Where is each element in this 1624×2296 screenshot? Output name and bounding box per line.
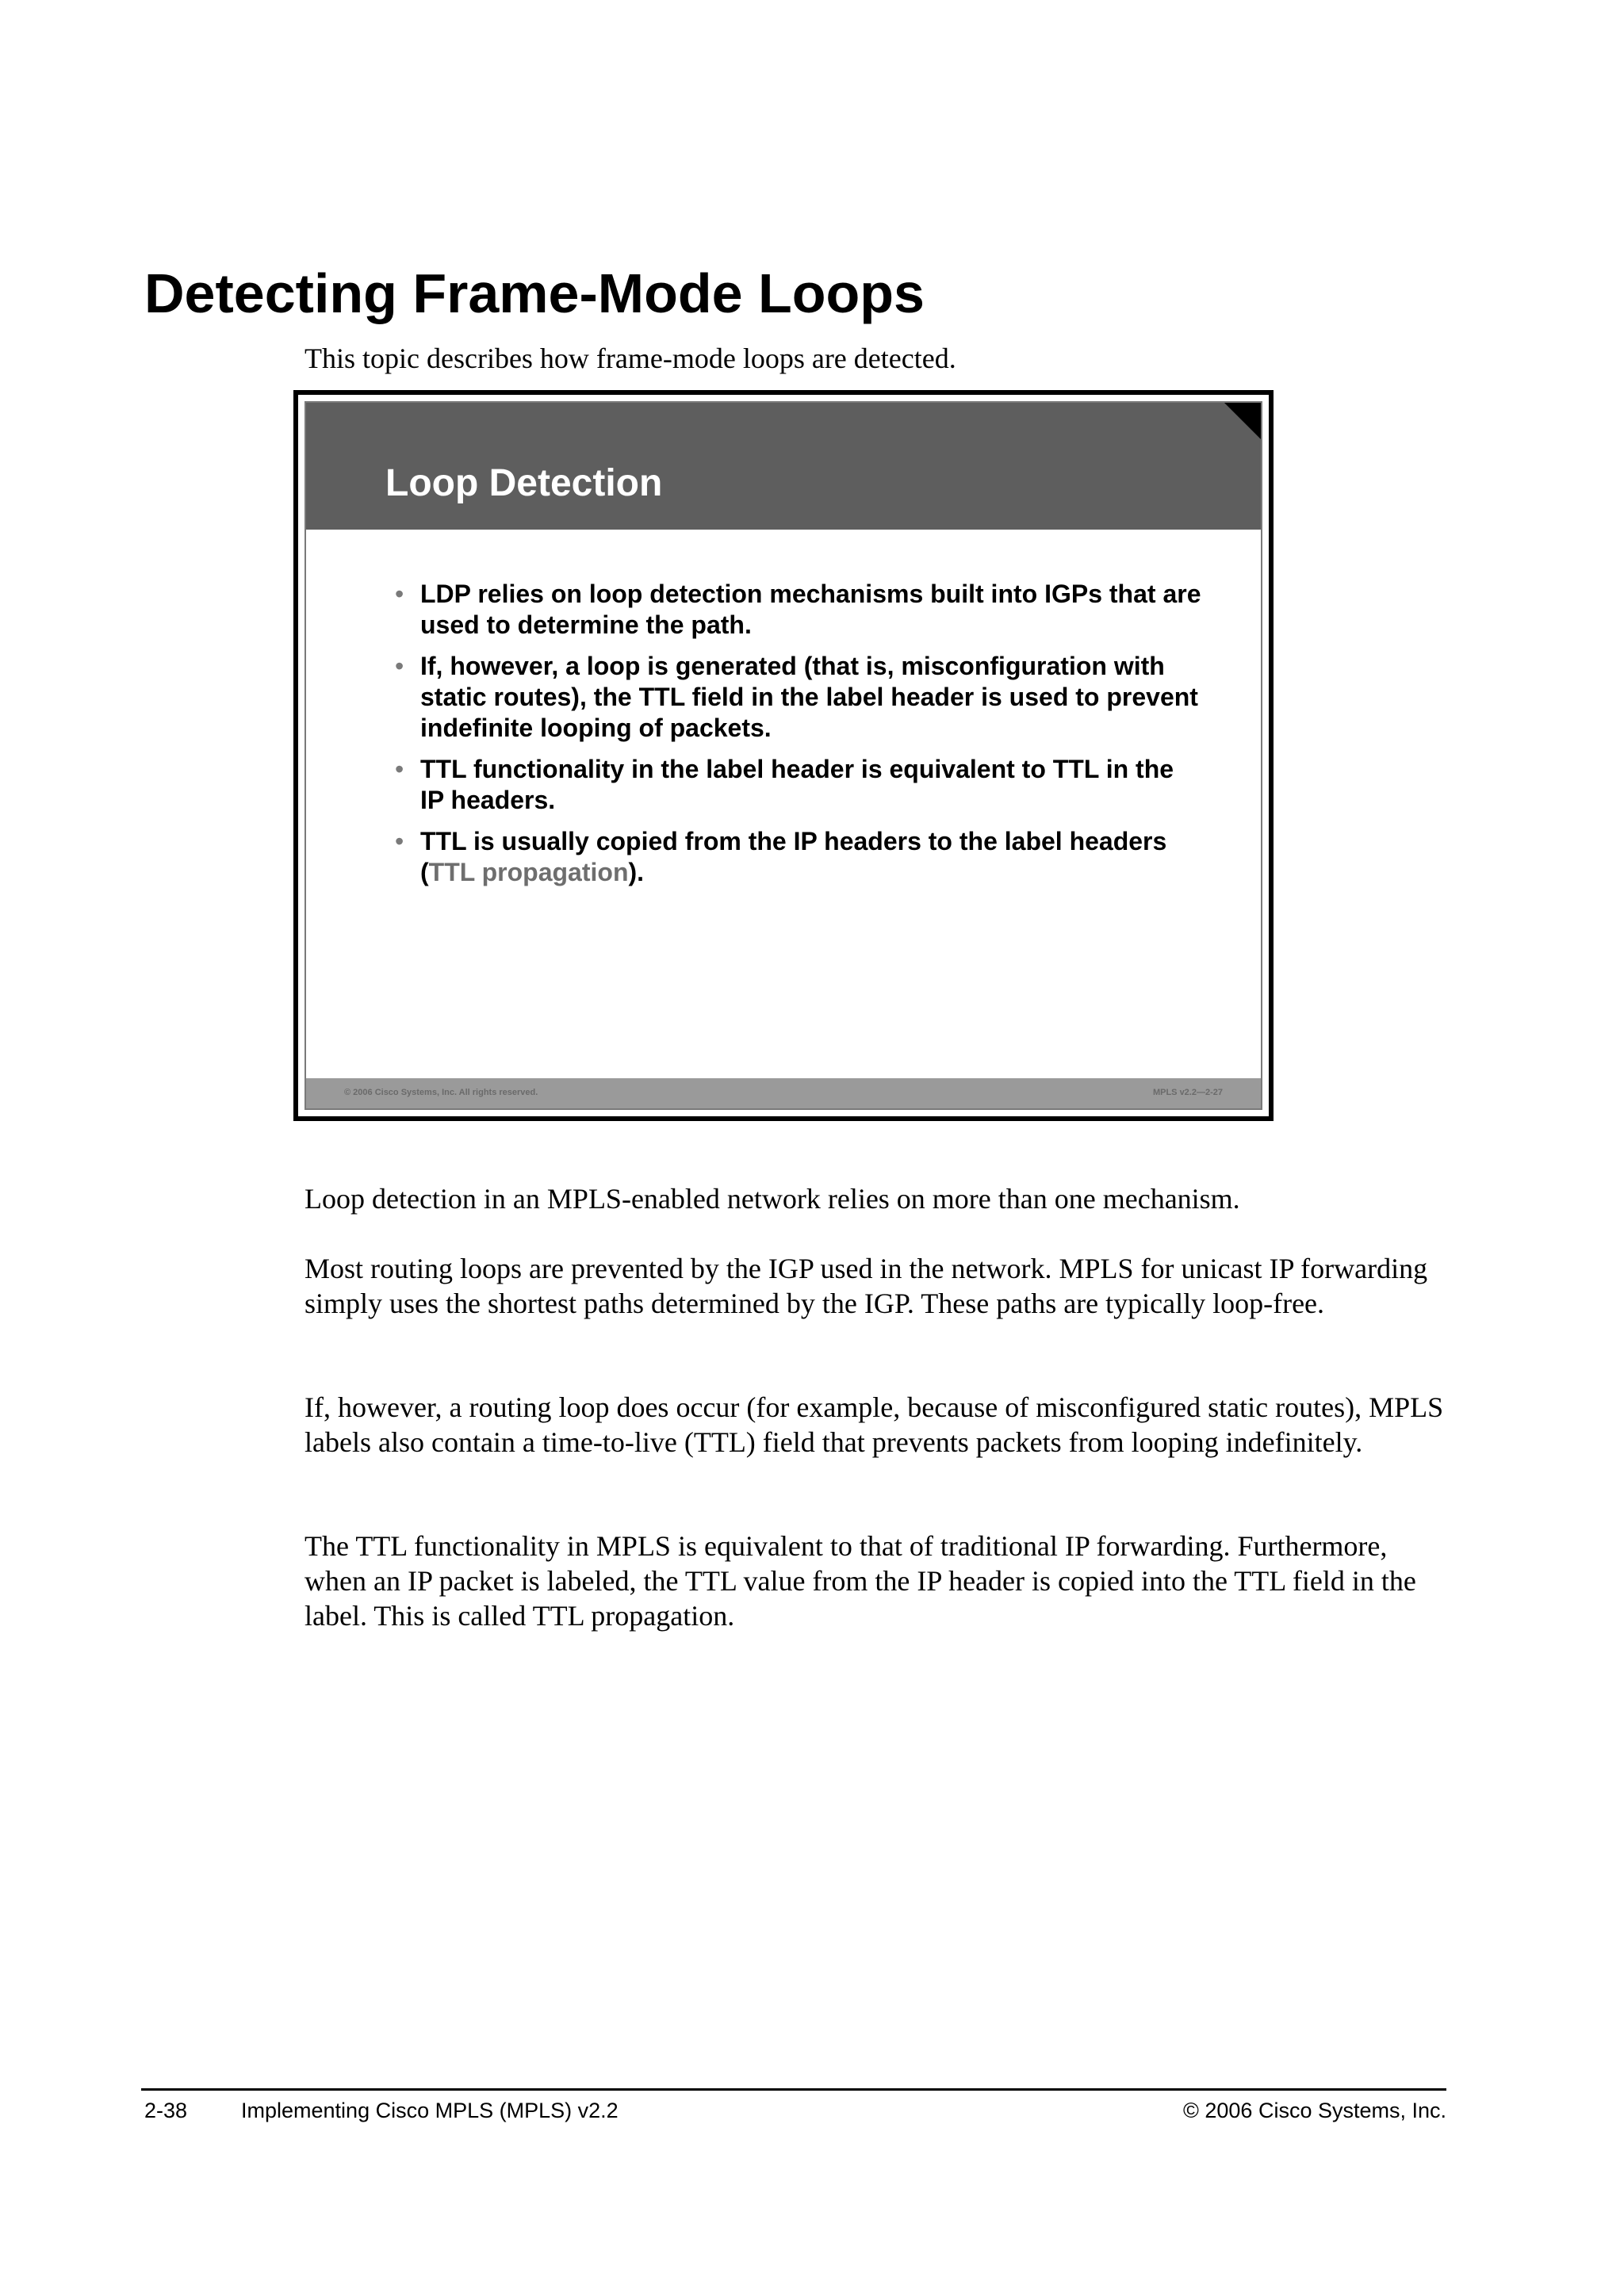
- slide-title: Loop Detection: [385, 462, 663, 504]
- bullet-dot-icon: •: [395, 652, 404, 680]
- bullet-dot-icon: •: [395, 827, 404, 855]
- bullet-text-prefix: TTL is usually copied from the IP headers to the label headers (: [420, 827, 1167, 886]
- bullet-text-suffix: ).: [628, 858, 645, 886]
- bullet-dot-icon: •: [395, 580, 404, 608]
- bullet-text: If, however, a loop is generated (that is, misconfiguration with static routes), the TTL field in the label header is used to prevent indefinite looping of packets.: [420, 652, 1198, 742]
- intro-text: This topic describes how frame-mode loops are detected.: [304, 342, 956, 374]
- corner-triangle-icon: [1224, 403, 1261, 439]
- footer-divider: [141, 2088, 1446, 2091]
- body-paragraph: Most routing loops are prevented by the IGP used in the network. MPLS for unicast IP forwarding simply uses the shortest paths determined by the IGP. These paths are typically loop-free.: [304, 1253, 1428, 1319]
- course-title: Implementing Cisco MPLS (MPLS) v2.2: [241, 2099, 619, 2122]
- footer-copyright: © 2006 Cisco Systems, Inc.: [1182, 2099, 1446, 2122]
- slide-copyright: © 2006 Cisco Systems, Inc. All rights reserved.: [344, 1088, 538, 1097]
- slide-figure: [293, 390, 1274, 1121]
- slide-footer-bar: [306, 1078, 1261, 1108]
- page-title: Detecting Frame-Mode Loops: [144, 262, 925, 324]
- body-paragraph: The TTL functionality in MPLS is equivalent to that of traditional IP forwarding. Furthermore, when an IP packet is labeled, the TTL value from the IP header is copied into the TTL field in the label. This is called TTL propagation.: [304, 1530, 1416, 1632]
- slide-bullet-list: [395, 579, 1204, 898]
- page-number: 2-38: [144, 2099, 188, 2122]
- body-paragraph: Loop detection in an MPLS-enabled network relies on more than one mechanism.: [304, 1183, 1240, 1215]
- bullet-text: LDP relies on loop detection mechanisms built into IGPs that are used to determine the path.: [420, 580, 1201, 639]
- slide-bullet: [395, 579, 1204, 641]
- slide-bullet: [395, 651, 1204, 744]
- bullet-text: TTL functionality in the label header is equivalent to TTL in the IP headers.: [420, 755, 1174, 814]
- bullet-highlight: TTL propagation: [428, 858, 629, 886]
- slide-frame: [304, 401, 1262, 1110]
- slide-bullet: [395, 826, 1204, 888]
- slide-bullet: [395, 754, 1204, 816]
- slide-header: [306, 403, 1261, 530]
- slide-version: MPLS v2.2—2-27: [1152, 1088, 1223, 1097]
- bullet-dot-icon: •: [395, 755, 404, 783]
- body-paragraph: If, however, a routing loop does occur (for example, because of misconfigured static routes), MPLS labels also contain a time-to-live (TTL) field that prevents packets from looping indefinitely.: [304, 1391, 1444, 1458]
